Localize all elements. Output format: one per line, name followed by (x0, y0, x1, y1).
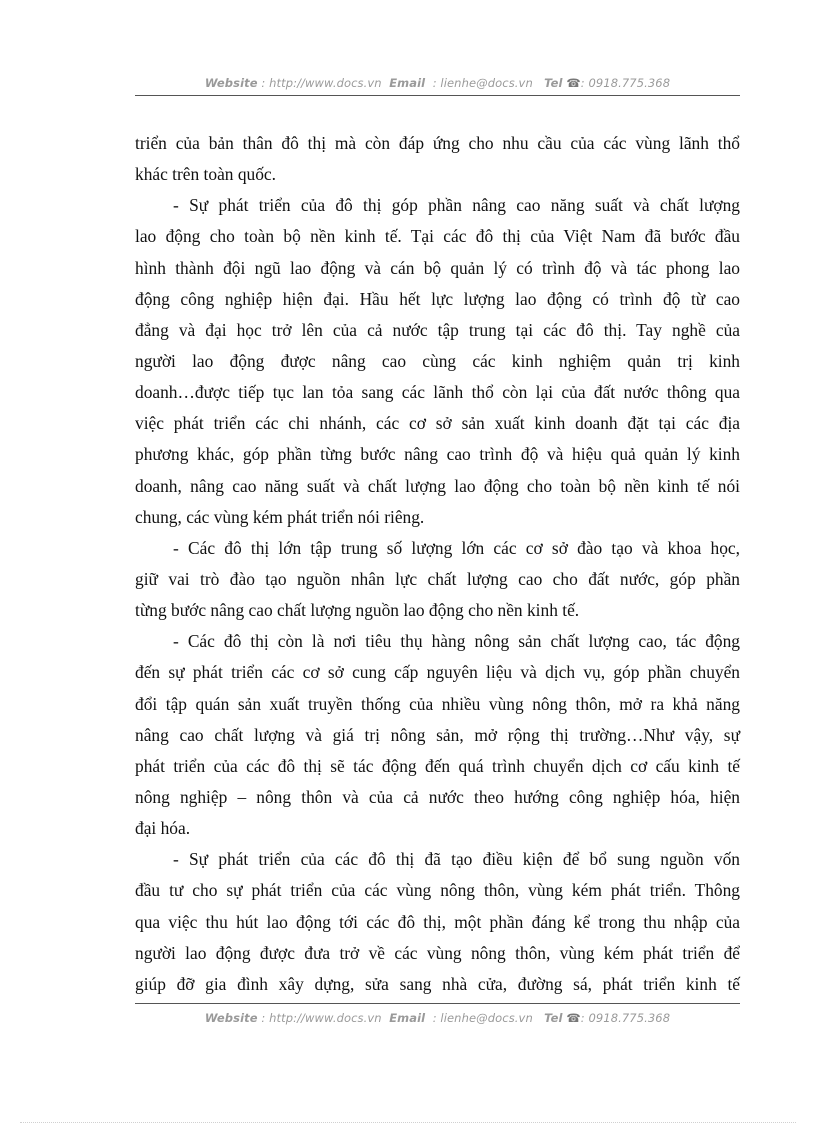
text-line: - Sự phát triển của các đô thị đã tạo điều kiện để bổ sung nguồn vốn (173, 849, 740, 870)
text-line: đổi tập quán sản xuất truyền thống của nhiều vùng nông thôn, mở ra khả năng (135, 693, 740, 714)
text-line: người lao động được đưa trở về các vùng nông thôn, vùng kém phát triển để (135, 942, 740, 963)
footer-tel-value: : 0918.775.368 (580, 1011, 671, 1025)
header-website-label: Website (204, 76, 258, 90)
header-tel-value: : 0918.775.368 (580, 76, 671, 90)
header-website-link[interactable]: : http://www.docs.vn (261, 76, 382, 90)
footer-tel-label: Tel (544, 1011, 563, 1025)
text-line: triển của bản thân đô thị mà còn đáp ứng cho nhu cầu của các vùng lãnh thổ (135, 133, 740, 153)
text-line: - Các đô thị lớn tập trung số lượng lớn các cơ sở đào tạo và khoa học, (173, 537, 740, 558)
text-line: động công nghiệp hiện đại. Hầu hết lực lượng lao động có trình độ từ cao (135, 288, 740, 309)
text-line: doanh…được tiếp tục lan tỏa sang các lãnh thổ còn lại của đất nước thông qua (135, 382, 740, 403)
phone-icon: ☎ (566, 1011, 581, 1025)
text-line: qua việc thu hút lao động tới các đô thị, một phần đáng kể trong thu nhập của (135, 911, 740, 932)
text-line: nâng cao chất lượng và giá trị nông sản, mở rộng thị trường…Như vậy, sự (135, 724, 740, 745)
text-line: doanh, nâng cao năng suất và chất lượng lao động cho toàn bộ nền kinh tế nói (135, 475, 740, 496)
text-line: hình thành đội ngũ lao động và cán bộ quản lý có trình độ và tác phong lao (135, 257, 740, 278)
text-line: khác trên toàn quốc. (135, 164, 277, 185)
header-email-link[interactable]: : lienhe@docs.vn (432, 76, 533, 90)
text-line: - Các đô thị còn là nơi tiêu thụ hàng nông sản chất lượng cao, tác động (173, 631, 740, 652)
header-tel-label: Tel (544, 76, 563, 90)
text-line: đẳng và đại học trở lên của cả nước tập trung tại các đô thị. Tay nghề của (135, 319, 740, 340)
header-rule (135, 95, 740, 96)
text-line: giúp đỡ gia đình xây dựng, sửa sang nhà cửa, đường sá, phát triển kinh tế (135, 973, 740, 994)
text-line: việc phát triển các chi nhánh, các cơ sở sản xuất kinh doanh đặt tại các địa (135, 413, 740, 434)
header-email-label: Email (389, 76, 426, 90)
footer-rule (135, 1003, 740, 1004)
text-line: phương khác, góp phần từng bước nâng cao trình độ và hiệu quả quản lý kinh (135, 444, 740, 465)
footer-email-label: Email (389, 1011, 426, 1025)
text-line: lao động cho toàn bộ nền kinh tế. Tại các đô thị của Việt Nam đã bước đầu (135, 226, 740, 247)
page-header (135, 76, 740, 90)
text-line: phát triển của các đô thị sẽ tác động đến quá trình chuyển dịch cơ cấu kinh tế (135, 755, 740, 776)
text-line: từng bước nâng cao chất lượng nguồn lao động cho nền kinh tế. (135, 600, 580, 621)
text-line: đại hóa. (135, 818, 191, 839)
text-line: giữ vai trò đào tạo nguồn nhân lực chất lượng cao cho đất nước, góp phần (135, 568, 740, 589)
body-text (135, 128, 740, 1000)
phone-icon: ☎ (566, 76, 581, 90)
page-footer (135, 1011, 740, 1025)
text-line: nông nghiệp – nông thôn và của cả nước theo hướng công nghiệp hóa, hiện (135, 786, 740, 807)
text-line: người lao động được nâng cao cùng các kinh nghiệm quản trị kinh (135, 350, 740, 371)
text-line: đầu tư cho sự phát triển của các vùng nông thôn, vùng kém phát triển. Thông (135, 880, 740, 901)
text-line: - Sự phát triển của đô thị góp phần nâng cao năng suất và chất lượng (173, 195, 740, 216)
text-line: đến sự phát triển các cơ sở cung cấp nguyên liệu và dịch vụ, góp phần chuyển (135, 662, 740, 683)
text-line: chung, các vùng kém phát triển nói riêng. (135, 506, 425, 527)
footer-website-link[interactable]: : http://www.docs.vn (261, 1011, 382, 1025)
footer-email-link[interactable]: : lienhe@docs.vn (432, 1011, 533, 1025)
footer-website-label: Website (204, 1011, 258, 1025)
